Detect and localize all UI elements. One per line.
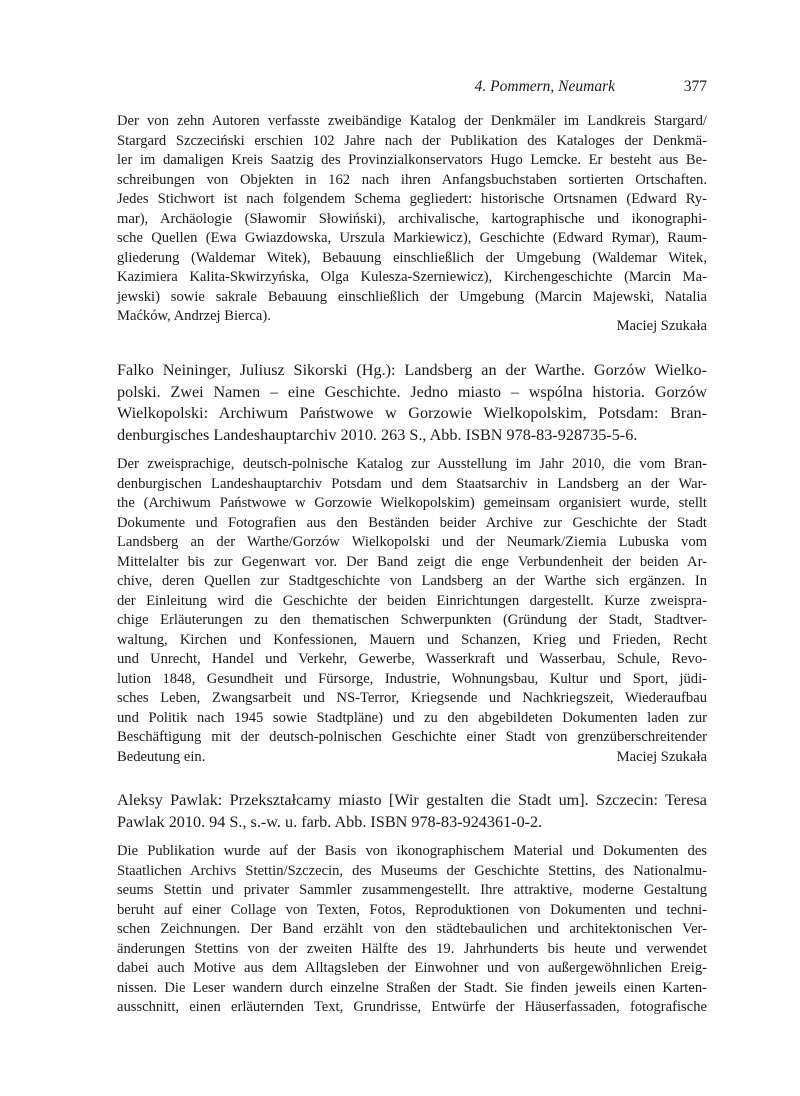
text-line: chige Erläuterungen zu den thematischen Schwerpunkten (Gründung der Stadt, Stadtver-	[117, 612, 707, 628]
text-line: Die Publikation wurde auf der Basis von ikonographischem Material und Dokumenten des	[117, 843, 707, 859]
text-line: ausschnitt, einen erläuternden Text, Grundrisse, Entwürfe der Häuserfassaden, fotografische	[117, 999, 707, 1015]
text-line: Stargard Szczeciński erschien 102 Jahre nach der Publikation des Kataloges der Denkmä-	[117, 132, 707, 149]
text-line: Dokumente und Fotografien aus den Beständen beider Archive zur Geschichte der Stadt	[117, 514, 707, 531]
text-line: Der von zehn Autoren verfasste zweibändige Katalog der Denkmäler im Landkreis Stargard/	[117, 113, 707, 129]
text-line: denburgischen Landeshauptarchiv Potsdam und dem Staatsarchiv in Landsberg an der War-	[117, 475, 707, 492]
text-line: Kazimiera Kalita-Skwirzyńska, Olga Kulesza-Szerniewicz), Kirchengeschichte (Marcin Ma-	[117, 269, 707, 285]
text-line: Bedeutung ein.	[117, 748, 206, 765]
text-line: Beschäftigung mit der deutsch-polnischen Geschichte einer Stadt von grenzüberschreitender	[117, 729, 707, 745]
text-line: gliederung (Waldemar Witek), Bebauung einschließlich der Umgebung (Waldemar Witek,	[117, 249, 707, 266]
title-line: Aleksy Pawlak: Przekształcamy miasto [Wir gestalten die Stadt um]. Szczecin: Teresa	[117, 791, 707, 809]
text-line: the (Archiwum Państwowe w Gorzowie Wielkopolskim) gemeinsam organisiert wurde, stellt	[117, 495, 707, 511]
entry-3-title	[117, 790, 707, 833]
text-line: Jedes Stichwort ist nach folgendem Schema gegliedert: historische Ortsnamen (Edward Ry-	[117, 191, 707, 207]
page-number: 377	[683, 78, 707, 95]
text-line: seums Stettin und privater Sammler zusammengestellt. Ihre attraktive, moderne Gestaltung	[117, 882, 707, 898]
text-line: ler im damaligen Kreis Saatzig des Provinzialkonservators Hugo Lemcke. Er besteht aus Be-	[117, 152, 707, 168]
text-line: nissen. Die Leser wandern durch einzelne Straßen der Stadt. Sie finden jeweils einen Karten-	[117, 979, 707, 996]
text-line: schreibungen von Objekten in 162 nach ihren Anfangsbuchstaben sortierten Ortschaften.	[117, 171, 707, 188]
text-line: änderungen Stettins von der zweiten Hälfte des 19. Jahrhunderts bis heute und verwendet	[117, 940, 707, 957]
text-line: und Politik nach 1945 sowie Stadtpläne) und zu den abgebildeten Dokumenten laden zur	[117, 709, 707, 726]
text-line: chive, deren Quellen zur Stadtgeschichte von Landsberg an der Warthe sich ergänzen. In	[117, 573, 707, 589]
text-line: dabei auch Motive aus dem Alltagsleben der Einwohner und von außergewöhnlichen Ereig-	[117, 960, 707, 976]
text-line: Der zweisprachige, deutsch-polnische Katalog zur Ausstellung im Jahr 2010, die vom Bran-	[117, 456, 707, 472]
text-line: waltung, Kirchen und Konfessionen, Mauern und Schanzen, Krieg und Frieden, Recht	[117, 631, 707, 648]
running-head: 4. Pommern, Neumark	[474, 78, 615, 95]
title-line: polski. Zwei Namen – eine Geschichte. Jedno miasto – wspólna historia. Gorzów	[117, 382, 707, 401]
text-line: schen Zeichnungen. Der Band erzählt von den städtebaulichen und architektonischen Ver-	[117, 921, 707, 937]
review-1-signature: Maciej Szukała	[616, 318, 707, 334]
entry-2-signature: Maciej Szukała	[616, 749, 707, 765]
text-line: Staatlichen Archivs Stettin/Szczecin, des Museums der Geschichte Stettins, des Nationalmu-	[117, 862, 707, 879]
entry-3-body	[117, 842, 707, 1018]
text-line: und Unrecht, Handel und Verkehr, Gewerbe, Wasserkraft und Wasserbau, Schule, Revo-	[117, 651, 707, 667]
title-line: Wielkopolski: Archiwum Państwowe w Gorzowie Wielkopolskim, Potsdam: Bran-	[117, 404, 707, 422]
text-line: Mittelalter bis zur Gegenwart vor. Der Band zeigt die enge Verbundenheit der beiden Ar-	[117, 553, 707, 570]
text-line: lution 1848, Gesundheit und Fürsorge, Industrie, Wohnungsbau, Kultur und Sport, jüdi-	[117, 670, 707, 687]
title-line: Falko Neininger, Juliusz Sikorski (Hg.): Landsberg an der Warthe. Gorzów Wielko-	[117, 361, 707, 379]
text-line: beruht auf einer Collage von Texten, Fotos, Reproduktionen von Dokumenten und techni-	[117, 901, 707, 918]
text-line: sches Leben, Zwangsarbeit und NS-Terror, Kriegsende und Nachkriegszeit, Wiederaufbau	[117, 690, 707, 706]
title-line: Pawlak 2010. 94 S., s.-w. u. farb. Abb. ISBN 978-83-924361-0-2.	[117, 812, 543, 831]
entry-2-title	[117, 360, 707, 446]
review-1-body	[117, 112, 707, 327]
text-line: Maćków, Andrzej Bierca).	[117, 308, 271, 324]
page-header	[117, 78, 707, 102]
text-line: Landsberg an der Warthe/Gorzów Wielkopolski und der Neumark/Ziemia Lubuska vom	[117, 534, 707, 550]
text-line: der Einleitung wird die Geschichte der beiden Einrichtungen dargestellt. Kurze zweispra-	[117, 592, 707, 609]
title-line: denburgisches Landeshauptarchiv 2010. 263 S., Abb. ISBN 978-83-928735-5-6.	[117, 425, 638, 444]
text-line: jewski) sowie sakrale Bebauung einschließlich der Umgebung (Marcin Majewski, Natalia	[117, 288, 707, 305]
entry-2-body	[117, 455, 707, 767]
text-line: mar), Archäologie (Sławomir Słowiński), archivalische, kartographische und ikonographi-	[117, 210, 707, 227]
text-line: sche Quellen (Ewa Gwiazdowska, Urszula Markiewicz), Geschichte (Edward Rymar), Raum-	[117, 230, 707, 246]
